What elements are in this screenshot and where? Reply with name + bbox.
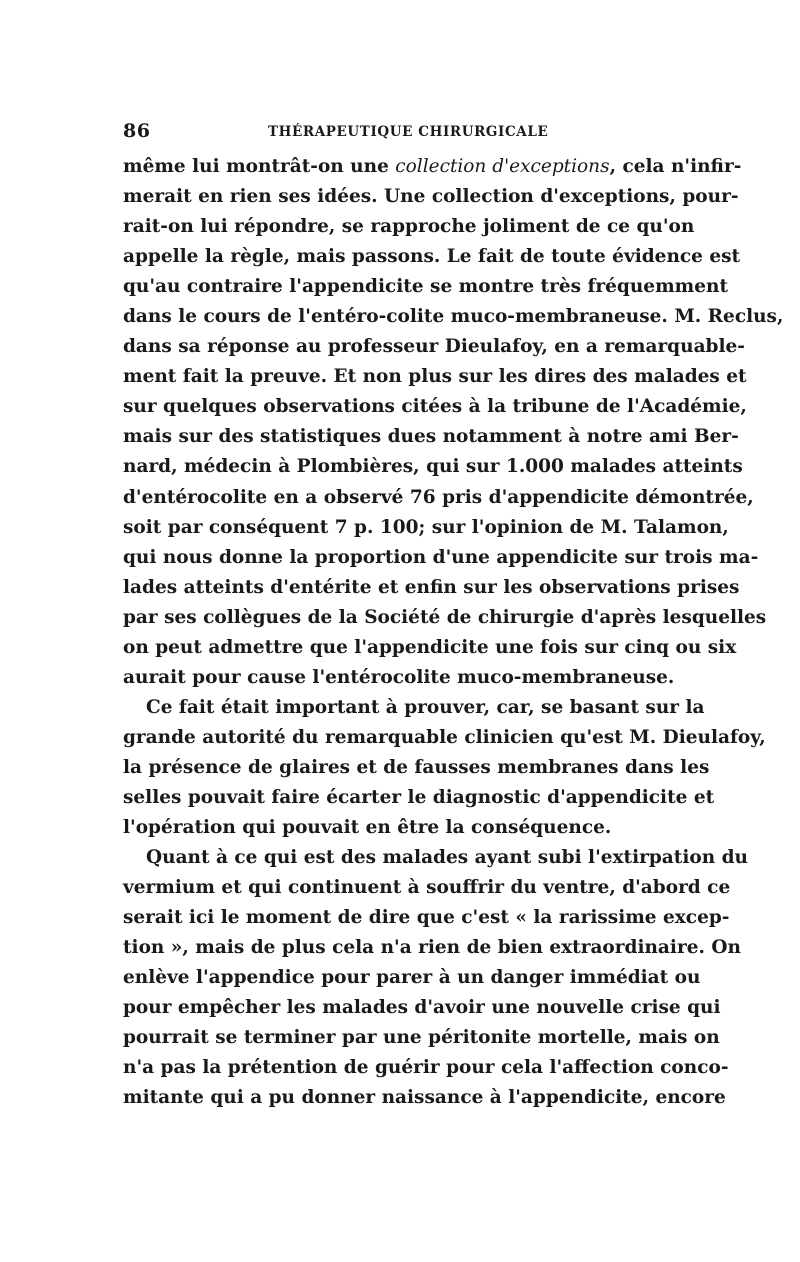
text-line <box>123 1083 726 1113</box>
text-segment: même lui montrât-on une <box>123 156 396 177</box>
text-segment: enlève l'appendice pour parer à un danger immédiat ou <box>123 967 701 989</box>
text-line <box>123 543 759 573</box>
text-segment: appelle la règle, mais passons. Le fait de toute évidence est <box>123 246 741 268</box>
text-line <box>123 1053 729 1083</box>
text-segment: Quant à ce qui est des malades ayant subi l'extirpation du <box>146 847 748 869</box>
text-line <box>123 993 721 1023</box>
text-segment: tion », mais de plus cela n'a rien de bien extraordinaire. On <box>123 937 741 959</box>
text-segment: dans le cours de l'entéro-colite muco-membraneuse. M. Reclus, <box>123 306 784 328</box>
text-line <box>123 392 747 422</box>
text-line <box>123 933 741 963</box>
text-line <box>123 513 729 543</box>
text-segment: qui nous donne la proportion d'une appendicite sur trois ma- <box>123 546 759 568</box>
text-line <box>123 813 675 843</box>
text-segment: vermium et qui continuent à souffrir du ventre, d'abord ce <box>123 877 731 899</box>
text-line <box>123 182 739 212</box>
text-line <box>123 753 710 783</box>
text-line <box>123 723 766 753</box>
text-line <box>123 903 730 933</box>
text-line <box>123 362 747 392</box>
text-segment: pour empêcher les malades d'avoir une nouvelle crise qui <box>123 997 721 1019</box>
text-line <box>123 422 739 452</box>
text-segment: sur quelques observations citées à la tribune de l'Académie, <box>123 396 747 418</box>
text-segment: mitante qui a pu donner naissance à l'appendicite, encore <box>123 1087 726 1109</box>
text-line <box>123 783 715 813</box>
running-title: THÉRAPEUTIQUE CHIRURGICALE <box>268 124 549 140</box>
text-line <box>123 302 784 332</box>
text-line <box>123 152 742 182</box>
text-line <box>123 1023 720 1053</box>
text-segment: , cela n'infir- <box>609 156 742 177</box>
text-line <box>123 663 675 693</box>
text-segment: nard, médecin à Plombières, qui sur 1.000 malades atteints <box>123 456 743 478</box>
running-header <box>123 120 683 142</box>
text-segment: qu'au contraire l'appendicite se montre très fréquemment <box>123 276 728 298</box>
text-segment: on peut admettre que l'appendicite une fois sur cinq ou six <box>123 636 737 658</box>
text-segment: dans sa réponse au professeur Dieulafoy, en a remarquable- <box>123 336 745 358</box>
text-line <box>123 873 731 903</box>
text-segment: pourrait se terminer par une péritonite mortelle, mais on <box>123 1027 720 1049</box>
emphasis: collection d'exceptions <box>395 156 610 177</box>
paragraph <box>123 152 784 693</box>
text-segment: selles pouvait faire écarter le diagnostic d'appendicite et <box>123 786 715 808</box>
text-segment: soit par conséquent 7 p. 100; sur l'opinion de M. Talamon, <box>123 516 729 538</box>
text-line <box>123 843 748 873</box>
text-segment: rait-on lui répondre, se rapproche joliment de ce qu'on <box>123 216 695 238</box>
text-segment: l'opération qui pouvait en être la conséquence. <box>123 817 612 839</box>
text-line <box>123 963 701 993</box>
text-line <box>123 633 737 663</box>
text-line <box>123 452 743 482</box>
text-line <box>123 242 741 272</box>
text-segment: merait en rien ses idées. Une collection d'exceptions, pour- <box>123 186 739 208</box>
text-segment: n'a pas la prétention de guérir pour cela l'affection conco- <box>123 1057 729 1079</box>
paragraph <box>123 843 748 1113</box>
text-segment: lades atteints d'entérite et enfin sur les observations prises <box>123 576 740 598</box>
text-segment: grande autorité du remarquable clinicien qu'est M. Dieulafoy, <box>123 726 766 748</box>
text-segment: mais sur des statistiques dues notamment à notre ami Ber- <box>123 426 739 448</box>
paragraph <box>123 693 766 843</box>
text-line <box>123 693 705 723</box>
text-segment: aurait pour cause l'entérocolite muco-membraneuse. <box>123 666 675 688</box>
text-line <box>123 483 754 513</box>
text-segment: la présence de glaires et de fausses membranes dans les <box>123 756 710 778</box>
text-segment: d'entérocolite en a observé 76 pris d'appendicite démontrée, <box>123 486 754 508</box>
text-segment: par ses collègues de la Société de chirurgie d'après lesquelles <box>123 606 767 628</box>
text-line <box>123 573 740 603</box>
text-line <box>123 212 695 242</box>
text-line <box>123 272 728 302</box>
text-segment: ment fait la preuve. Et non plus sur les dires des malades et <box>123 366 747 388</box>
body-text <box>123 152 784 1114</box>
text-line <box>123 332 745 362</box>
text-segment: serait ici le moment de dire que c'est « la rarissime excep- <box>123 907 730 929</box>
text-line <box>123 603 767 633</box>
page-number: 86 <box>123 120 151 142</box>
text-segment: Ce fait était important à prouver, car, se basant sur la <box>146 696 705 718</box>
